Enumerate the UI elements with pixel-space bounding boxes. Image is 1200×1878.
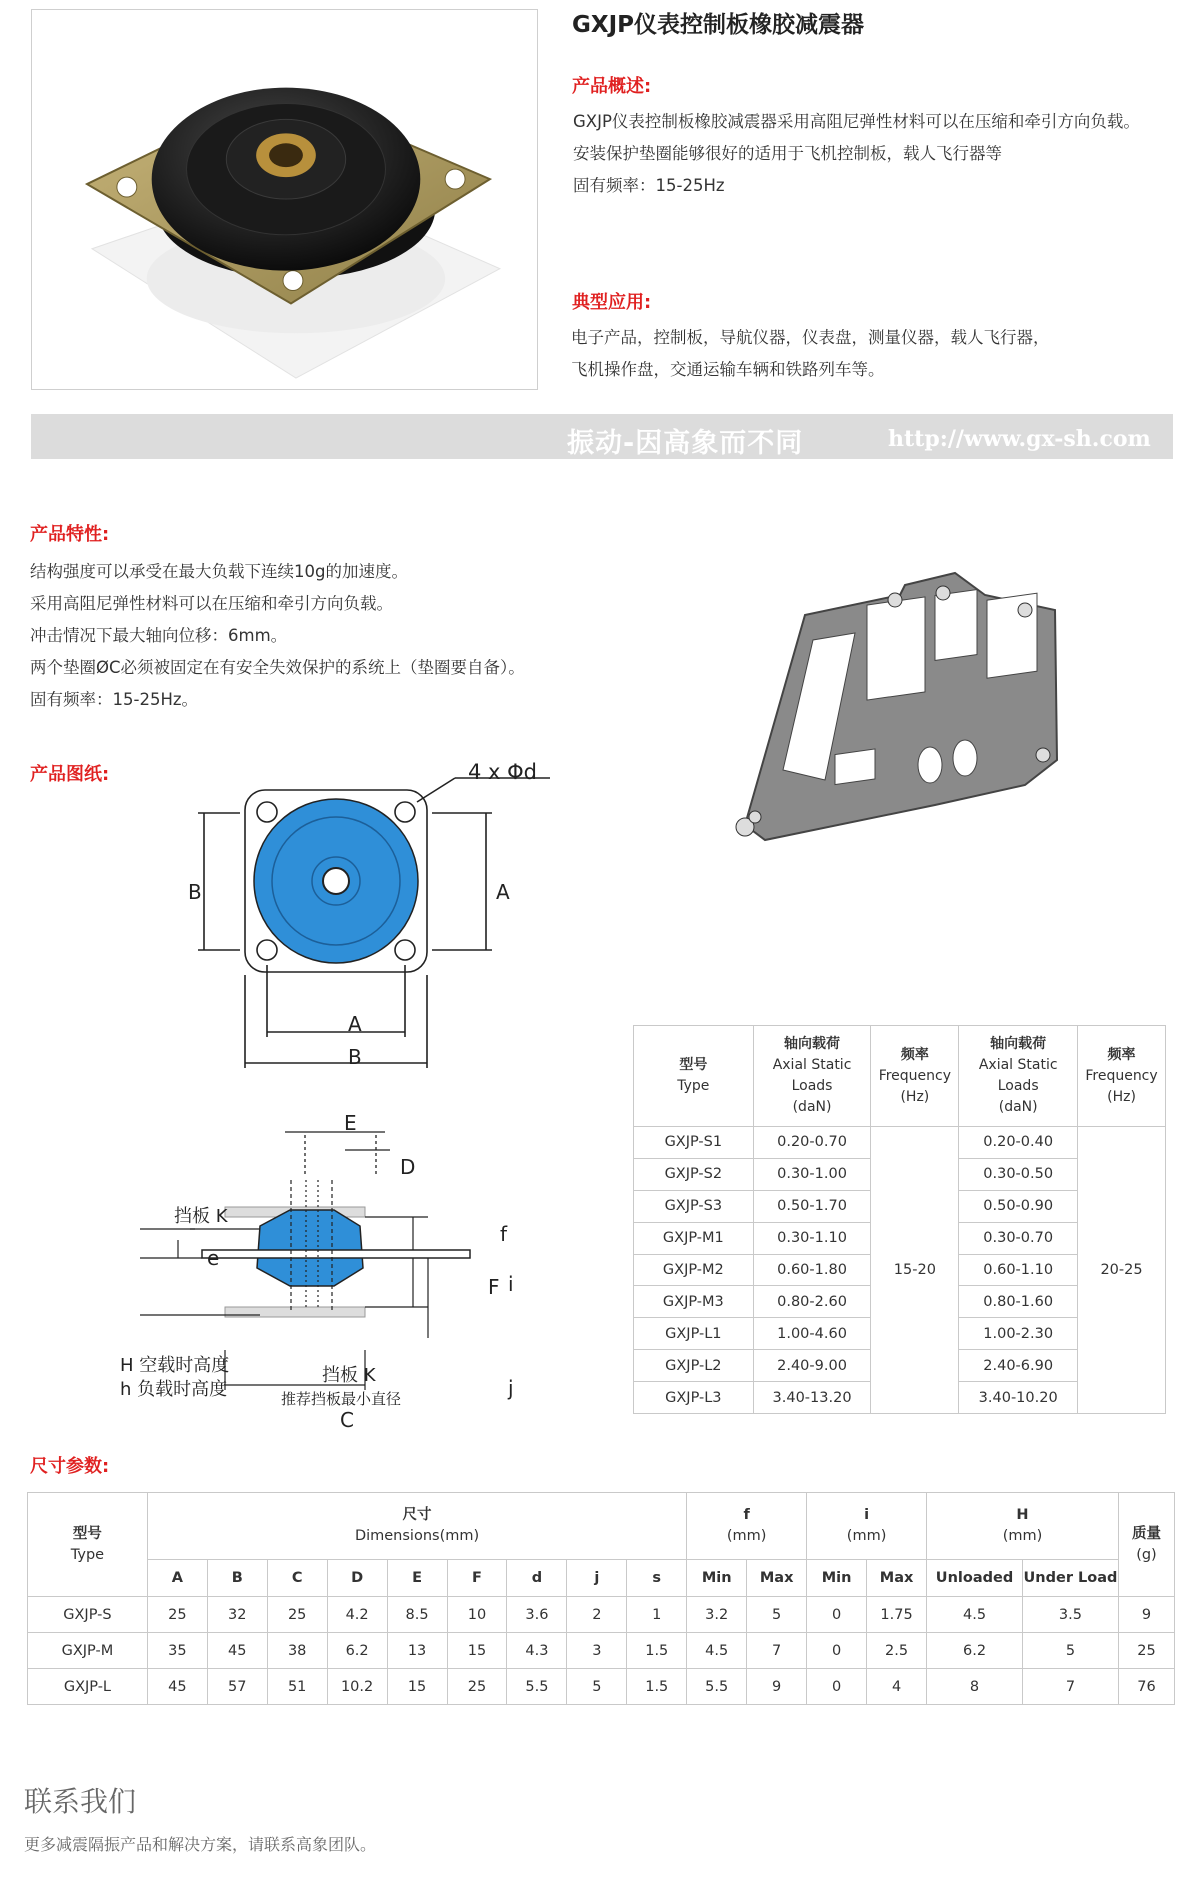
table-cell: 5 <box>747 1597 807 1633</box>
table-cell: 0.30-1.10 <box>753 1222 871 1254</box>
table-cell: GXJP-L2 <box>634 1350 754 1382</box>
table-cell: 2.5 <box>867 1633 927 1669</box>
dim-subheader-cell: Min <box>807 1560 867 1597</box>
header-frequency-2: 频率 Frequency (Hz) <box>1078 1026 1166 1127</box>
load-table <box>633 1025 1166 1414</box>
header-axial-load-1: 轴向载荷 Axial Static Loads (daN) <box>753 1026 871 1127</box>
contact-title: 联系我们 <box>24 1785 137 1818</box>
table-cell: 0 <box>807 1669 867 1705</box>
table-cell: GXJP-S3 <box>634 1190 754 1222</box>
table-cell: 57 <box>207 1669 267 1705</box>
table-cell: 6.2 <box>927 1633 1023 1669</box>
table-cell: 2.40-9.00 <box>753 1350 871 1382</box>
banner-slogan: 振动-因高象而不同 <box>567 428 804 459</box>
table-cell: 3.6 <box>507 1597 567 1633</box>
table-cell: GXJP-S <box>28 1597 148 1633</box>
table-cell: 51 <box>267 1669 327 1705</box>
table-cell: 15-20 <box>871 1127 959 1414</box>
min-diameter-label: 推荐挡板最小直径 <box>281 1390 402 1408</box>
technical-drawing <box>120 750 590 1440</box>
table-cell: 4.2 <box>327 1597 387 1633</box>
table-cell: GXJP-M3 <box>634 1286 754 1318</box>
dim-table-row <box>28 1633 1175 1669</box>
dim-F: F <box>488 1275 500 1299</box>
table-cell: GXJP-L <box>28 1669 148 1705</box>
dim-e: e <box>207 1246 220 1270</box>
table-cell: 7 <box>1023 1669 1119 1705</box>
dim-A-bottom: A <box>348 1012 362 1036</box>
table-cell: 10.2 <box>327 1669 387 1705</box>
application-line: 电子产品，控制板，导航仪器，仪表盘，测量仪器，载人飞行器， <box>571 328 1050 347</box>
table-cell: GXJP-M2 <box>634 1254 754 1286</box>
table-cell: 1.5 <box>627 1669 687 1705</box>
dim-j: j <box>508 1376 514 1400</box>
dim-subheader-cell: Max <box>747 1560 807 1597</box>
table-cell: 5 <box>567 1669 627 1705</box>
table-cell: 5 <box>1023 1633 1119 1669</box>
table-cell: GXJP-L1 <box>634 1318 754 1350</box>
table-cell: 2.40-6.90 <box>959 1350 1078 1382</box>
dim-subheader-cell: F <box>447 1560 507 1597</box>
feature-line: 结构强度可以承受在最大负载下连续10g的加速度。 <box>30 562 408 581</box>
overview-line: 固有频率：15-25Hz <box>573 176 725 195</box>
dim-header-f: f (mm) <box>687 1493 807 1560</box>
table-cell: 5.5 <box>687 1669 747 1705</box>
table-cell: 45 <box>207 1633 267 1669</box>
dim-subheader-cell: B <box>207 1560 267 1597</box>
table-cell: 25 <box>1118 1633 1174 1669</box>
h-label: h 负载时高度 <box>120 1379 228 1400</box>
table-cell: 15 <box>447 1633 507 1669</box>
table-cell: 1.00-2.30 <box>959 1318 1078 1350</box>
dim-subheader-cell: Max <box>867 1560 927 1597</box>
table-cell: 38 <box>267 1633 327 1669</box>
table-cell: 32 <box>207 1597 267 1633</box>
dim-subheader-cell: s <box>627 1560 687 1597</box>
table-cell: GXJP-L3 <box>634 1382 754 1414</box>
table-cell: 0.30-0.70 <box>959 1222 1078 1254</box>
dim-subheader-cell: D <box>327 1560 387 1597</box>
table-cell: 9 <box>1118 1597 1174 1633</box>
feature-line: 冲击情况下最大轴向位移：6mm。 <box>30 626 288 645</box>
table-cell: 1.75 <box>867 1597 927 1633</box>
website-link[interactable]: http://www.gx-sh.com <box>888 426 1151 452</box>
header-type: 型号 Type <box>634 1026 754 1127</box>
dim-header-H: H (mm) <box>927 1493 1119 1560</box>
table-cell: 20-25 <box>1078 1127 1166 1414</box>
table-cell: 0 <box>807 1597 867 1633</box>
feature-line: 采用高阻尼弹性材料可以在压缩和牵引方向负载。 <box>30 594 393 613</box>
table-cell: 0.60-1.10 <box>959 1254 1078 1286</box>
table-cell: 0.80-1.60 <box>959 1286 1078 1318</box>
table-cell: 25 <box>147 1597 207 1633</box>
table-cell: 25 <box>267 1597 327 1633</box>
header-axial-load-2: 轴向载荷 Axial Static Loads (daN) <box>959 1026 1078 1127</box>
dim-C: C <box>340 1408 354 1432</box>
table-cell: GXJP-S2 <box>634 1158 754 1190</box>
plate-k-top-label: 挡板 K <box>174 1206 228 1227</box>
dim-header-type: 型号 Type <box>28 1493 148 1597</box>
overview-line: GXJP仪表控制板橡胶减震器采用高阻尼弹性材料可以在压缩和牵引方向负载。 <box>573 112 1140 131</box>
instrument-panel-image <box>725 555 1075 845</box>
table-cell: 0.50-0.90 <box>959 1190 1078 1222</box>
dim-i: i <box>508 1272 514 1296</box>
plate-k-bottom-label: 挡板 K <box>322 1365 376 1386</box>
dimensions-table <box>27 1492 1175 1705</box>
overview-heading: 产品概述: <box>572 76 652 97</box>
overview-line: 安装保护垫圈能够很好的适用于飞机控制板，载人飞行器等 <box>573 144 1002 163</box>
table-cell: 7 <box>747 1633 807 1669</box>
table-cell: 3 <box>567 1633 627 1669</box>
table-cell: 13 <box>387 1633 447 1669</box>
table-cell: 3.40-10.20 <box>959 1382 1078 1414</box>
contact-text: 更多减震隔振产品和解决方案，请联系高象团队。 <box>24 1835 377 1854</box>
table-cell: 8.5 <box>387 1597 447 1633</box>
table-cell: 15 <box>387 1669 447 1705</box>
table-cell: 0.50-1.70 <box>753 1190 871 1222</box>
table-cell: 25 <box>447 1669 507 1705</box>
table-cell: GXJP-S1 <box>634 1127 754 1159</box>
table-cell: 0.30-0.50 <box>959 1158 1078 1190</box>
dim-B-left: B <box>188 880 202 904</box>
table-cell: 6.2 <box>327 1633 387 1669</box>
table-cell: GXJP-M <box>28 1633 148 1669</box>
feature-line: 固有频率：15-25Hz。 <box>30 690 199 709</box>
table-cell: 1.5 <box>627 1633 687 1669</box>
dim-subheader-cell: A <box>147 1560 207 1597</box>
holes-label: 4 x Φd <box>468 760 537 784</box>
table-cell: 3.2 <box>687 1597 747 1633</box>
dim-subheader-cell: j <box>567 1560 627 1597</box>
dim-subheader-cell: E <box>387 1560 447 1597</box>
table-cell: 9 <box>747 1669 807 1705</box>
table-cell: 10 <box>447 1597 507 1633</box>
dim-subheader-cell: Under Load <box>1023 1560 1119 1597</box>
table-cell: 4.5 <box>687 1633 747 1669</box>
header-frequency-1: 频率 Frequency (Hz) <box>871 1026 959 1127</box>
dim-subheader-cell: d <box>507 1560 567 1597</box>
table-cell: 4.3 <box>507 1633 567 1669</box>
table-cell: 8 <box>927 1669 1023 1705</box>
H-label: H 空载时高度 <box>120 1355 230 1376</box>
dim-header-mass: 质量 (g) <box>1118 1493 1174 1597</box>
table-cell: 35 <box>147 1633 207 1669</box>
dim-A-right: A <box>496 880 510 904</box>
drawing-heading: 产品图纸: <box>30 764 110 785</box>
dim-E: E <box>344 1111 357 1135</box>
table-cell: 1 <box>627 1597 687 1633</box>
table-cell: 0.20-0.40 <box>959 1127 1078 1159</box>
table-cell: 3.40-13.20 <box>753 1382 871 1414</box>
application-line: 飞机操作盘，交通运输车辆和铁路列车等。 <box>571 360 885 379</box>
table-cell: 4.5 <box>927 1597 1023 1633</box>
product-photo <box>31 9 538 390</box>
table-cell: 4 <box>867 1669 927 1705</box>
dim-subheader-cell: Unloaded <box>927 1560 1023 1597</box>
dim-subheader-cell: Min <box>687 1560 747 1597</box>
product-title: GXJP仪表控制板橡胶减震器 <box>572 12 865 38</box>
dim-D: D <box>400 1155 416 1179</box>
table-cell: 0 <box>807 1633 867 1669</box>
dim-subheader-cell: C <box>267 1560 327 1597</box>
table-cell: 76 <box>1118 1669 1174 1705</box>
dim-table-row <box>28 1669 1175 1705</box>
dimensions-heading: 尺寸参数: <box>30 1456 110 1477</box>
table-cell: GXJP-M1 <box>634 1222 754 1254</box>
application-heading: 典型应用: <box>572 292 652 313</box>
feature-line: 两个垫圈ØC必须被固定在有安全失效保护的系统上（垫圈要自备）。 <box>30 658 525 677</box>
mount-render-image <box>32 10 537 389</box>
table-cell: 3.5 <box>1023 1597 1119 1633</box>
dim-B-bottom: B <box>348 1045 362 1069</box>
dim-f: f <box>500 1222 508 1246</box>
load-table-row <box>634 1127 1166 1159</box>
table-cell: 45 <box>147 1669 207 1705</box>
table-cell: 1.00-4.60 <box>753 1318 871 1350</box>
dim-table-row <box>28 1597 1175 1633</box>
table-cell: 0.80-2.60 <box>753 1286 871 1318</box>
features-heading: 产品特性: <box>30 524 110 545</box>
dim-header-i: i (mm) <box>807 1493 927 1560</box>
table-cell: 0.20-0.70 <box>753 1127 871 1159</box>
table-cell: 0.60-1.80 <box>753 1254 871 1286</box>
dim-header-dimensions: 尺寸 Dimensions(mm) <box>147 1493 686 1560</box>
table-cell: 2 <box>567 1597 627 1633</box>
table-cell: 0.30-1.00 <box>753 1158 871 1190</box>
table-cell: 5.5 <box>507 1669 567 1705</box>
